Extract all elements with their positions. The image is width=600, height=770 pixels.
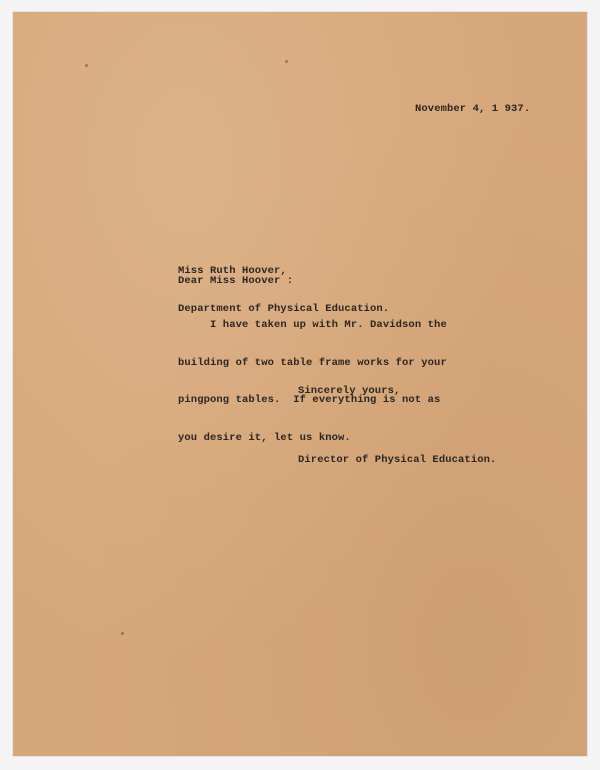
- paper-speck: [285, 60, 288, 63]
- closing: Sincerely yours,: [298, 385, 401, 397]
- body-line: building of two table frame works for your: [178, 356, 447, 369]
- body-line: I have taken up with Mr. Davidson the: [178, 319, 447, 331]
- letter-body: [178, 294, 447, 469]
- signature-title: Director of Physical Education.: [298, 454, 497, 466]
- body-line: pingpong tables. If everything is not as: [178, 394, 441, 406]
- paper-speck: [121, 632, 124, 635]
- salutation: Dear Miss Hoover :: [178, 275, 294, 287]
- letter-date: November 4, 1 937.: [415, 103, 531, 115]
- recipient-name: Miss Ruth Hoover,: [178, 265, 287, 277]
- body-line: you desire it, let us know.: [178, 431, 351, 444]
- paper-speck: [85, 64, 88, 67]
- recipient-department: Department of Physical Education.: [178, 302, 390, 315]
- letter-page: [13, 12, 587, 756]
